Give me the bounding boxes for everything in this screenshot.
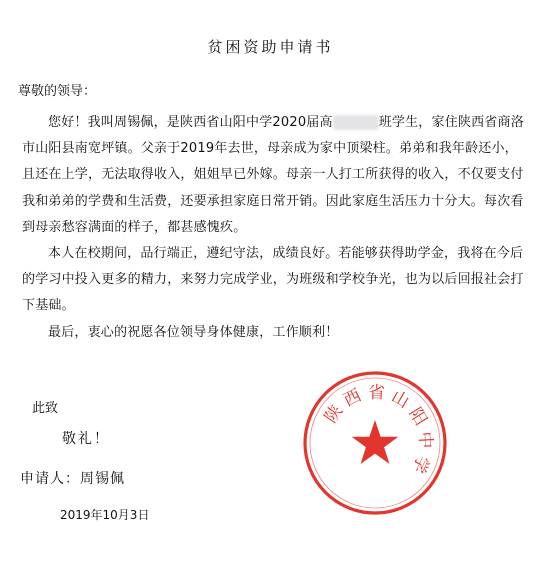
seal-char: 中 bbox=[414, 431, 436, 450]
seal-char: 阳 bbox=[404, 404, 431, 430]
closing-phrase: 此致 bbox=[32, 401, 59, 416]
applicant-signature: 申请人：周锡佩 bbox=[20, 471, 125, 487]
paragraph-2: 本人在校期间，品行端正，遵纪守法，成绩良好。若能够获得助学金，我将在今后的学习中投入更多的精力，来努力完成学业，为班级和学校争光，也为以后回报社会打下基础。 bbox=[22, 246, 524, 314]
salutation: 尊敬的领导： bbox=[18, 84, 97, 99]
paragraph-1-end: 班学生，家住陕西省商洛市山阳县南宽坪镇。父亲于2019年去世，母亲成为家中顶梁柱。弟弟和我年龄还小，且还在上学，无法取得收入，姐姐早已外嫁。母亲一人打工所获得的收入，不仅要支付我和弟弟的学费和生活费，还要承担家庭日常开销。因此家庭生活压力十分大。每次看到母亲愁容满面的样子，都甚感愧疚。 bbox=[22, 115, 524, 235]
seal-char: 陕 bbox=[320, 401, 348, 427]
paragraph-3: 最后，衷心的祝愿各位领导身体健康，工作顺利！ bbox=[48, 324, 339, 340]
seal-char: 西 bbox=[340, 385, 365, 412]
seal-char: 省 bbox=[367, 382, 386, 404]
letter-body bbox=[22, 110, 527, 346]
respect-phrase: 敬礼！ bbox=[62, 431, 110, 447]
paragraph-1 bbox=[22, 110, 527, 241]
school-seal-stamp bbox=[300, 368, 450, 518]
seal-star-icon bbox=[352, 420, 399, 464]
paragraph-1-start: 您好！我叫周锡佩，是陕西省山阳中学2020届高 bbox=[48, 115, 333, 130]
seal-char: 学 bbox=[407, 452, 433, 477]
letter-title: 贫困资助申请书 bbox=[207, 38, 334, 56]
seal-char: 山 bbox=[387, 386, 413, 413]
redacted-class-blur bbox=[333, 115, 379, 130]
letter-date: 2019年10月3日 bbox=[60, 508, 150, 522]
